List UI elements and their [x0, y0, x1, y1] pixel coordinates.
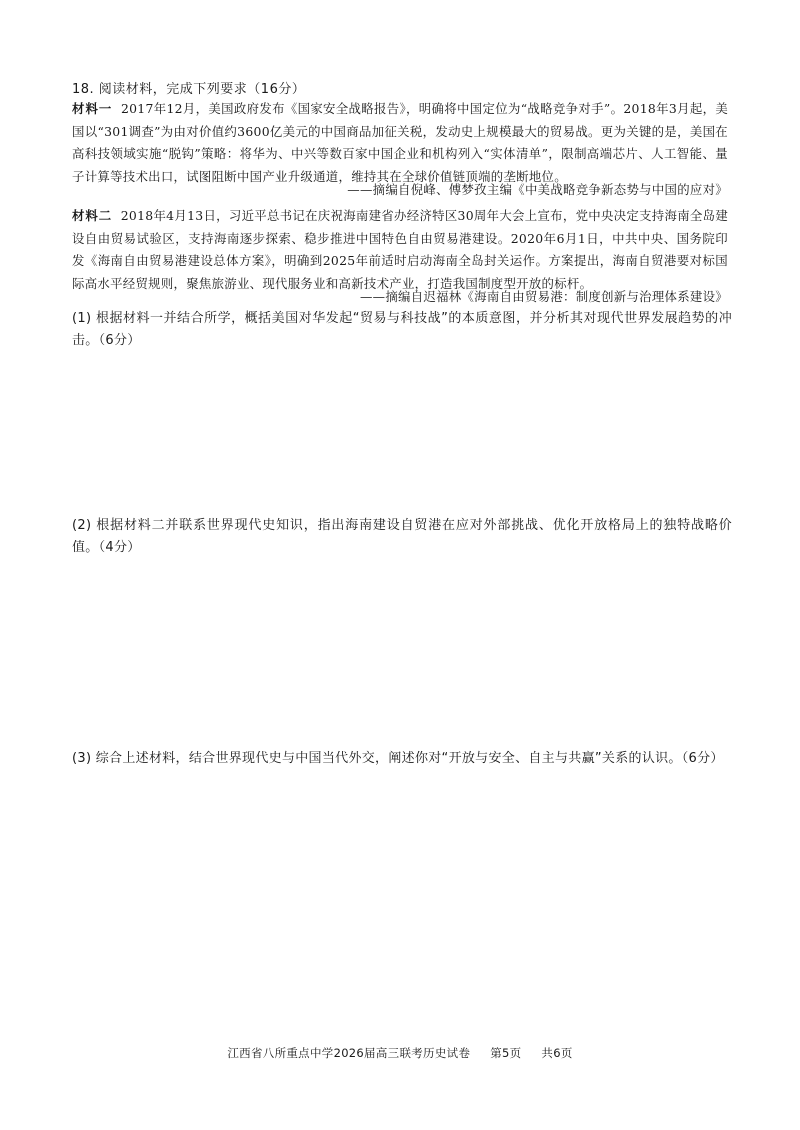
material-two-source: ——摘编自迟福林《海南自由贸易港：制度创新与治理体系建设》: [359, 289, 728, 304]
sub-question-2: (2) 根据材料二并联系世界现代史知识，指出海南建设自贸港在应对外部挑战、优化开放格局上的独特战略价值。（4分）: [72, 518, 732, 555]
material-one: [72, 98, 728, 188]
page-footer: [0, 1045, 800, 1061]
question-title: 18. 阅读材料，完成下列要求（16分）: [72, 82, 306, 97]
footer-total-pages: 共6页: [541, 1046, 573, 1060]
material-one-text: 2017年12月，美国政府发布《国家安全战略报告》，明确将中国定位为“战略竞争对手”。2018年3月起，美国以“301调查”为由对价值约3600亿美元的中国商品加征关税，发动史上规模最大的贸易战。更为关键的是，美国在高科技领域实施“脱钩”策略：将华为、中兴等数百家中国企业和机构列入“实体清单”，限制高端芯片、人工智能、量子计算等技术出口，试图阻断中国产业升级通道，维持其在全球价值链顶端的垄断地位。: [72, 101, 729, 184]
sub-question-3: (3) 综合上述材料，结合世界现代史与中国当代外交，阐述你对“开放与安全、自主与共赢”关系的认识。（6分）: [72, 751, 724, 766]
material-two-tag: 材料二: [72, 208, 113, 223]
material-one-source: ——摘编自倪峰、傅梦孜主编《中美战略竞争新态势与中国的应对》: [347, 182, 728, 197]
sub-question-1: (1) 根据材料一并结合所学，概括美国对华发起“贸易与科技战”的本质意图，并分析其对现代世界发展趋势的冲击。（6分）: [72, 311, 732, 348]
material-two: [72, 205, 728, 295]
footer-exam-title: 江西省八所重点中学2026届高三联考历史试卷: [227, 1046, 471, 1060]
material-two-text: 2018年4月13日，习近平总书记在庆祝海南建省办经济特区30周年大会上宣布，党中央决定支持海南全岛建设自由贸易试验区，支持海南逐步探索、稳步推进中国特色自由贸易港建设。2020年6月1日，中共中央、国务院印发《海南自由贸易港建设总体方案》，明确到2025年前适时启动海南全岛封关运作。方案提出，海南自贸港要对标国际高水平经贸规则，聚焦旅游业、现代服务业和高新技术产业，打造我国制度型开放的标杆。: [72, 208, 729, 291]
material-one-tag: 材料一: [72, 101, 113, 116]
footer-page-number: 第5页: [490, 1046, 522, 1060]
